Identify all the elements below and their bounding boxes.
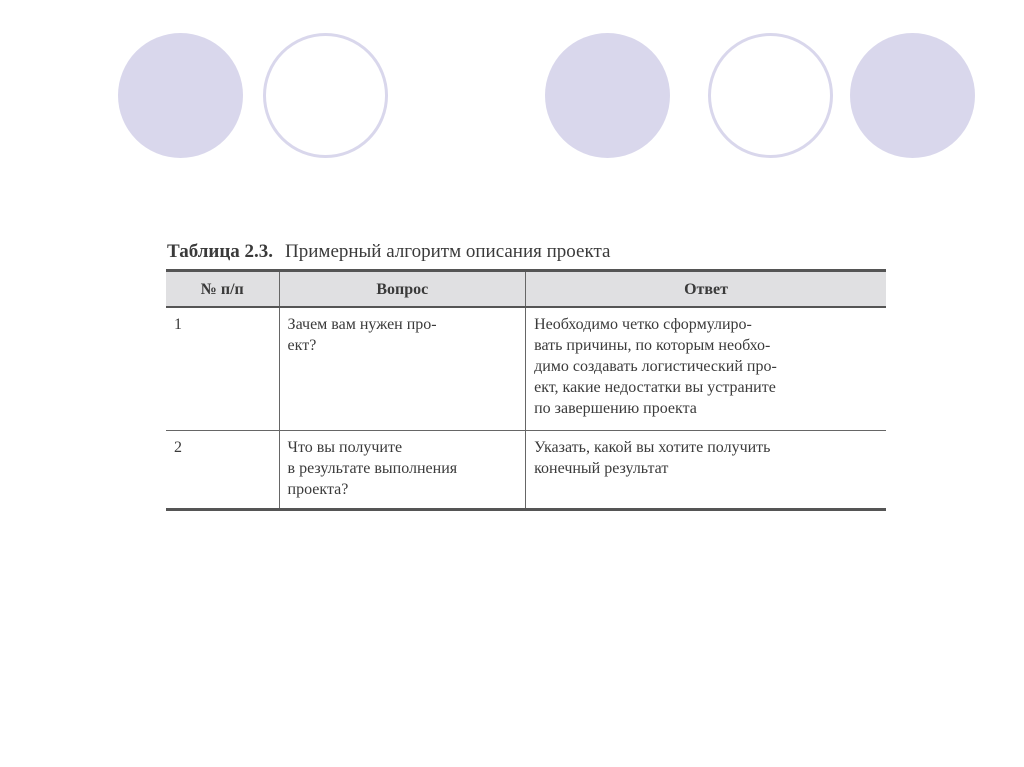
table-header-row [166,271,886,308]
decorative-circle-outline [708,33,833,158]
cell-text-line: проекта? [287,481,349,498]
cell-question [279,431,526,510]
algorithm-table [166,269,886,511]
decorative-circle-filled [850,33,975,158]
decorative-circle-filled [118,33,243,158]
cell-text-line: Зачем вам нужен про- [287,316,437,333]
cell-answer [526,307,886,431]
header-answer: Ответ [526,271,886,308]
decorative-circle-outline [263,33,388,158]
cell-text-line: Указать, какой вы хотите получить [534,439,771,456]
table-caption-title: Примерный алгоритм описания проекта [285,241,611,262]
table-row [166,431,886,510]
cell-text-line: в результате выполнения [287,460,458,477]
cell-number: 1 [166,307,279,431]
table-row [166,307,886,431]
table-caption-number: Таблица 2.3. [167,241,274,262]
cell-text-line: ект? [287,337,317,354]
cell-answer [526,431,886,510]
table-caption [167,241,610,263]
cell-question [279,307,526,431]
header-question: Вопрос [279,271,526,308]
cell-text-line: ект, какие недостатки вы устраните [534,379,776,396]
header-number: № п/п [166,271,279,308]
cell-text-line: Необходимо четко сформулиро- [534,316,752,333]
cell-text-line: Что вы получите [287,439,403,456]
cell-number: 2 [166,431,279,510]
cell-text-line: вать причины, по которым необхо- [534,337,771,354]
cell-text-line: по завершению проекта [534,400,697,417]
decorative-circle-filled [545,33,670,158]
cell-text-line: димо создавать логистический про- [534,358,777,375]
cell-text-line: конечный результат [534,460,669,477]
